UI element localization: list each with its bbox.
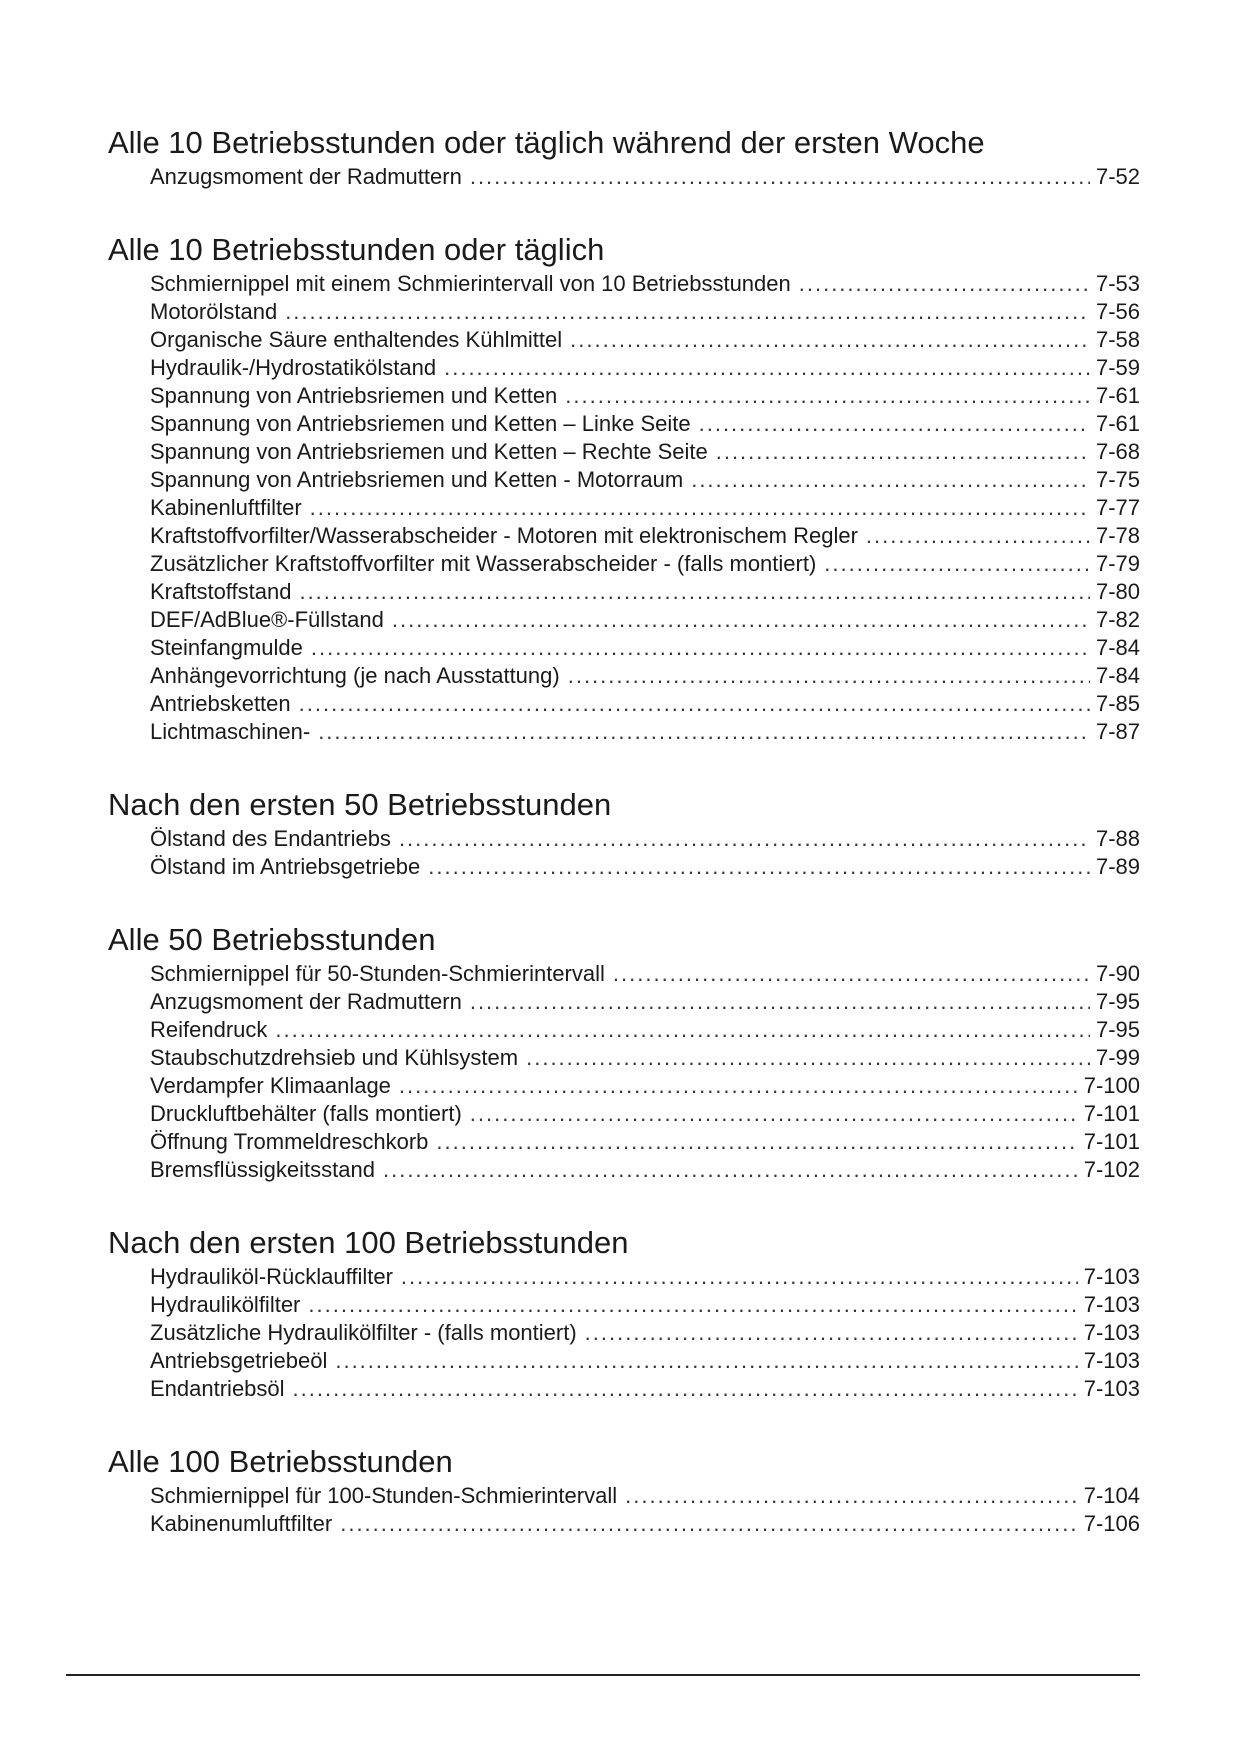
toc-entry-page-number: 7-88 xyxy=(1095,826,1140,851)
toc-entry-page-number: 7-95 xyxy=(1095,989,1140,1014)
toc-entry[interactable] xyxy=(150,382,1140,410)
section-title: Nach den ersten 100 Betriebsstunden xyxy=(108,1225,629,1260)
toc-entry-list xyxy=(108,960,1140,1184)
toc-entry-page-number: 7-101 xyxy=(1083,1101,1140,1126)
toc-entry-page-number: 7-101 xyxy=(1083,1129,1140,1154)
toc-entry-label: Kraftstoffvorfilter/Wasserabscheider - Motoren mit elektronischem Regler xyxy=(150,523,858,548)
toc-entry-page-number: 7-52 xyxy=(1095,164,1140,189)
toc-entry-label: Anzugsmoment der Radmuttern xyxy=(150,164,462,189)
dot-leader xyxy=(568,662,1090,690)
toc-entry[interactable] xyxy=(150,1156,1140,1184)
toc-entry[interactable] xyxy=(150,1044,1140,1072)
dot-leader xyxy=(399,1072,1078,1100)
toc-entry-label: Antriebsgetriebeöl xyxy=(150,1348,328,1373)
toc-entry-page-number: 7-87 xyxy=(1095,719,1140,744)
dot-leader xyxy=(565,382,1090,410)
toc-entry[interactable] xyxy=(150,1482,1140,1510)
toc-entry-page-number: 7-103 xyxy=(1083,1348,1140,1373)
toc-entry-page-number: 7-103 xyxy=(1083,1264,1140,1289)
toc-entry-label: Schmiernippel für 100-Stunden-Schmierintervall xyxy=(150,1483,618,1508)
dot-leader xyxy=(308,1291,1077,1319)
toc-entry-label: Bremsflüssigkeitsstand xyxy=(150,1157,375,1182)
toc-entry-page-number: 7-99 xyxy=(1095,1045,1140,1070)
dot-leader xyxy=(470,988,1090,1016)
toc-entry-page-number: 7-84 xyxy=(1095,663,1140,688)
toc-section xyxy=(108,231,1140,746)
toc-entry[interactable] xyxy=(150,960,1140,988)
dot-leader xyxy=(335,1347,1077,1375)
toc-entry-label: Endantriebsöl xyxy=(150,1376,285,1401)
dot-leader xyxy=(436,1128,1077,1156)
toc-entry-list xyxy=(108,1482,1140,1538)
dot-leader xyxy=(444,354,1090,382)
toc-entry[interactable] xyxy=(150,298,1140,326)
toc-entry-page-number: 7-53 xyxy=(1095,271,1140,296)
toc-entry-label: Staubschutzdrehsieb und Kühlsystem xyxy=(150,1045,519,1070)
dot-leader xyxy=(383,1156,1078,1184)
dot-leader xyxy=(401,1263,1078,1291)
toc-entry[interactable] xyxy=(150,634,1140,662)
toc-entry-list xyxy=(108,163,1140,191)
dot-leader xyxy=(299,578,1090,606)
toc-entry[interactable] xyxy=(150,522,1140,550)
toc-entry[interactable] xyxy=(150,1319,1140,1347)
toc-entry-page-number: 7-85 xyxy=(1095,691,1140,716)
toc-entry-label: Hydraulik-/Hydrostatikölstand xyxy=(150,355,437,380)
toc-entry-label: Kabinenumluftfilter xyxy=(150,1511,333,1536)
toc-entry[interactable] xyxy=(150,1291,1140,1319)
toc-entry-page-number: 7-95 xyxy=(1095,1017,1140,1042)
toc-entry[interactable] xyxy=(150,1016,1140,1044)
toc-entry-page-number: 7-82 xyxy=(1095,607,1140,632)
toc-entry[interactable] xyxy=(150,662,1140,690)
toc-entry[interactable] xyxy=(150,988,1140,1016)
toc-entry[interactable] xyxy=(150,690,1140,718)
toc-entry-label: Motorölstand xyxy=(150,299,278,324)
dot-leader xyxy=(526,1044,1090,1072)
toc-entry-page-number: 7-61 xyxy=(1095,411,1140,436)
toc-entry[interactable] xyxy=(150,1100,1140,1128)
toc-entry-label: Antriebsketten xyxy=(150,691,291,716)
toc-entry-page-number: 7-58 xyxy=(1095,327,1140,352)
dot-leader xyxy=(392,606,1090,634)
toc-entry[interactable] xyxy=(150,1510,1140,1538)
toc-entry-label: Ölstand im Antriebsgetriebe xyxy=(150,854,421,879)
toc-entry-page-number: 7-104 xyxy=(1083,1483,1140,1508)
toc-entry-label: Anhängevorrichtung (je nach Ausstattung) xyxy=(150,663,560,688)
toc-entry[interactable] xyxy=(150,326,1140,354)
toc-entry[interactable] xyxy=(150,1263,1140,1291)
toc-entry[interactable] xyxy=(150,853,1140,881)
dot-leader xyxy=(570,326,1090,354)
toc-entry-list xyxy=(108,1263,1140,1403)
toc-entry[interactable] xyxy=(150,1347,1140,1375)
toc-entry-label: Schmiernippel für 50-Stunden-Schmierintervall xyxy=(150,961,605,986)
toc-entry[interactable] xyxy=(150,825,1140,853)
toc-entry-label: Hydrauliköl-Rücklauffilter xyxy=(150,1264,393,1289)
toc-entry-page-number: 7-80 xyxy=(1095,579,1140,604)
section-title: Alle 100 Betriebsstunden xyxy=(108,1444,453,1479)
toc-entry-page-number: 7-77 xyxy=(1095,495,1140,520)
toc-entry[interactable] xyxy=(150,550,1140,578)
toc-entry-label: Öffnung Trommeldreschkorb xyxy=(150,1129,429,1154)
toc-entry-label: Spannung von Antriebsriemen und Ketten - Motorraum xyxy=(150,467,684,492)
toc-entry-page-number: 7-102 xyxy=(1083,1157,1140,1182)
dot-leader xyxy=(799,270,1090,298)
toc-entry-page-number: 7-103 xyxy=(1083,1376,1140,1401)
toc-entry[interactable] xyxy=(150,1128,1140,1156)
toc-entry-page-number: 7-84 xyxy=(1095,635,1140,660)
toc-entry-list xyxy=(108,270,1140,746)
toc-entry[interactable] xyxy=(150,466,1140,494)
toc-entry[interactable] xyxy=(150,354,1140,382)
toc-entry-page-number: 7-106 xyxy=(1083,1511,1140,1536)
toc-entry-page-number: 7-90 xyxy=(1095,961,1140,986)
toc-entry-page-number: 7-75 xyxy=(1095,467,1140,492)
dot-leader xyxy=(470,163,1090,191)
toc-entry-page-number: 7-79 xyxy=(1095,551,1140,576)
toc-entry-page-number: 7-103 xyxy=(1083,1320,1140,1345)
toc-entry[interactable] xyxy=(150,718,1140,746)
toc-entry[interactable] xyxy=(150,270,1140,298)
dot-leader xyxy=(625,1482,1078,1510)
dot-leader xyxy=(585,1319,1078,1347)
toc-section xyxy=(108,124,1140,191)
toc-entry-label: Verdampfer Klimaanlage xyxy=(150,1073,391,1098)
toc-entry-label: Hydraulikölfilter xyxy=(150,1292,301,1317)
dot-leader xyxy=(340,1510,1078,1538)
dot-leader xyxy=(285,298,1090,326)
section-title: Alle 10 Betriebsstunden oder täglich xyxy=(108,232,605,267)
toc-entry-label: Anzugsmoment der Radmuttern xyxy=(150,989,462,1014)
toc-entry[interactable] xyxy=(150,578,1140,606)
toc-entry-page-number: 7-89 xyxy=(1095,854,1140,879)
toc-entry[interactable] xyxy=(150,1375,1140,1403)
toc-entry-page-number: 7-56 xyxy=(1095,299,1140,324)
toc-entry-page-number: 7-61 xyxy=(1095,383,1140,408)
dot-leader xyxy=(824,550,1090,578)
toc-entry[interactable] xyxy=(150,1072,1140,1100)
toc-entry-page-number: 7-100 xyxy=(1083,1073,1140,1098)
toc-entry[interactable] xyxy=(150,606,1140,634)
dot-leader xyxy=(428,853,1090,881)
dot-leader xyxy=(318,718,1090,746)
footer-rule xyxy=(66,1674,1140,1676)
toc-entry-page-number: 7-59 xyxy=(1095,355,1140,380)
dot-leader xyxy=(613,960,1090,988)
section-title: Nach den ersten 50 Betriebsstunden xyxy=(108,787,612,822)
table-of-contents xyxy=(108,124,1140,1538)
toc-section xyxy=(108,921,1140,1184)
toc-entry-list xyxy=(108,825,1140,881)
dot-leader xyxy=(470,1100,1078,1128)
toc-entry-label: Organische Säure enthaltendes Kühlmittel xyxy=(150,327,563,352)
toc-entry[interactable] xyxy=(150,438,1140,466)
toc-entry-label: Lichtmaschinen- xyxy=(150,719,311,744)
toc-entry-page-number: 7-103 xyxy=(1083,1292,1140,1317)
toc-entry-page-number: 7-68 xyxy=(1095,439,1140,464)
toc-entry[interactable] xyxy=(150,163,1140,191)
toc-entry-label: DEF/AdBlue®-Füllstand xyxy=(150,607,384,632)
dot-leader xyxy=(293,1375,1078,1403)
toc-section xyxy=(108,1224,1140,1403)
toc-entry-label: Ölstand des Endantriebs xyxy=(150,826,391,851)
dot-leader xyxy=(716,438,1090,466)
dot-leader xyxy=(699,410,1090,438)
dot-leader xyxy=(866,522,1090,550)
toc-entry-label: Reifendruck xyxy=(150,1017,268,1042)
toc-entry-label: Schmiernippel mit einem Schmierintervall von 10 Betriebsstunden xyxy=(150,271,791,296)
toc-entry-label: Spannung von Antriebsriemen und Ketten – Linke Seite xyxy=(150,411,691,436)
toc-entry[interactable] xyxy=(150,410,1140,438)
section-title: Alle 10 Betriebsstunden oder täglich während der ersten Woche xyxy=(108,125,985,160)
toc-entry-label: Spannung von Antriebsriemen und Ketten xyxy=(150,383,558,408)
dot-leader xyxy=(399,825,1090,853)
toc-entry[interactable] xyxy=(150,494,1140,522)
toc-entry-label: Zusätzlicher Kraftstoffvorfilter mit Wasserabscheider - (falls montiert) xyxy=(150,551,817,576)
dot-leader xyxy=(310,494,1090,522)
section-title: Alle 50 Betriebsstunden xyxy=(108,922,436,957)
toc-entry-label: Kraftstoffstand xyxy=(150,579,292,604)
toc-entry-label: Spannung von Antriebsriemen und Ketten – Rechte Seite xyxy=(150,439,708,464)
dot-leader xyxy=(311,634,1090,662)
dot-leader xyxy=(299,690,1090,718)
dot-leader xyxy=(275,1016,1090,1044)
toc-entry-label: Druckluftbehälter (falls montiert) xyxy=(150,1101,462,1126)
toc-entry-label: Zusätzliche Hydraulikölfilter - (falls montiert) xyxy=(150,1320,577,1345)
toc-entry-label: Steinfangmulde xyxy=(150,635,303,660)
toc-section xyxy=(108,786,1140,881)
toc-section xyxy=(108,1443,1140,1538)
toc-entry-label: Kabinenluftfilter xyxy=(150,495,302,520)
toc-entry-page-number: 7-78 xyxy=(1095,523,1140,548)
dot-leader xyxy=(691,466,1090,494)
